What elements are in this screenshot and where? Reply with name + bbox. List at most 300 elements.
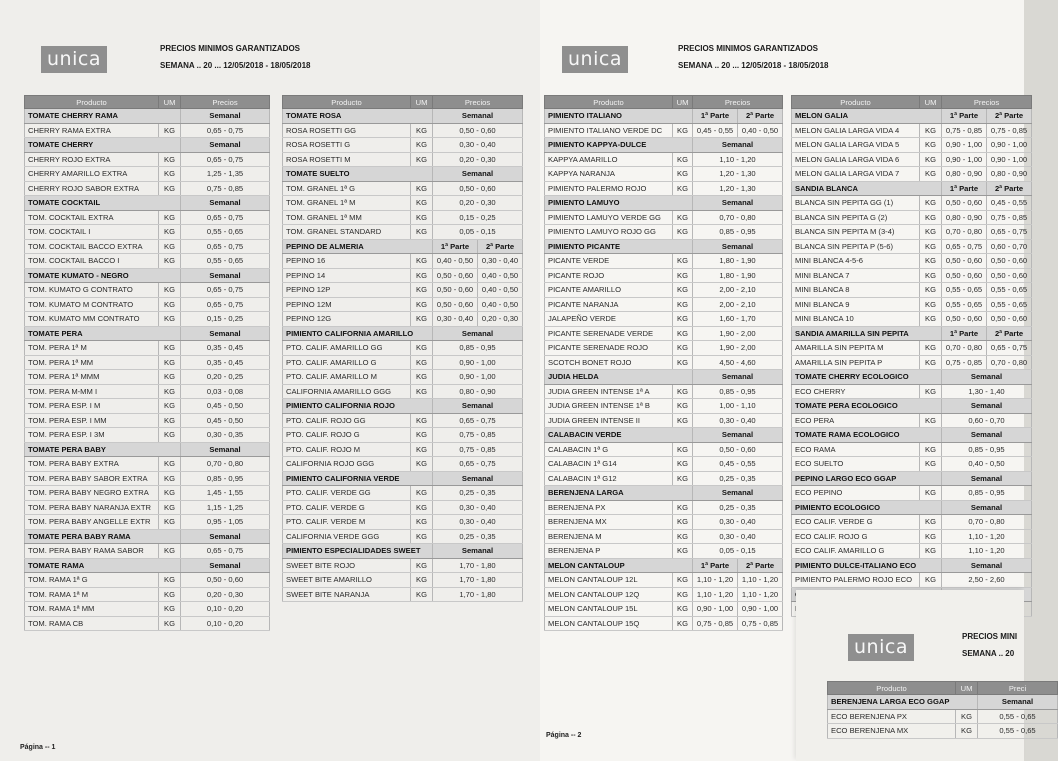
product-name: TOM. PERA BABY NARANJA EXTR bbox=[25, 500, 159, 515]
product-name: ECO CALIF. ROJO G bbox=[792, 529, 920, 544]
section-header-row bbox=[792, 428, 1032, 443]
unit: KG bbox=[159, 123, 181, 138]
price-range: 2,00 - 2,10 bbox=[693, 297, 783, 312]
frequency-label: Semanal bbox=[433, 544, 523, 559]
product-row bbox=[792, 573, 1032, 588]
product-row bbox=[25, 283, 270, 298]
product-name: TOM. KUMATO MM CONTRATO bbox=[25, 312, 159, 327]
unit: KG bbox=[673, 181, 693, 196]
price-first-part: 0,50 - 0,60 bbox=[433, 297, 478, 312]
unit: KG bbox=[920, 268, 942, 283]
section-name: TOMATE ROSA bbox=[283, 109, 433, 124]
unit: KG bbox=[673, 602, 693, 617]
unit: KG bbox=[159, 384, 181, 399]
unit: KG bbox=[920, 123, 942, 138]
product-name: JUDIA GREEN INTENSE II bbox=[545, 413, 673, 428]
first-part-label: 1ª Parte bbox=[942, 181, 987, 196]
product-name: ECO BERENJENA PX bbox=[828, 709, 956, 724]
section-name: PIMIENTO ESPECIALIDADES SWEET bbox=[283, 544, 433, 559]
unit: KG bbox=[411, 196, 433, 211]
price-range: 0,25 - 0,35 bbox=[693, 500, 783, 515]
section-header-row bbox=[283, 399, 523, 414]
product-name: PTO. CALIF. VERDE GG bbox=[283, 486, 411, 501]
product-row bbox=[545, 399, 783, 414]
product-name: TOM. RAMA 1ª G bbox=[25, 573, 159, 588]
section-name: MELON GALIA bbox=[792, 109, 942, 124]
product-name: CALIFORNIA ROJO GGG bbox=[283, 457, 411, 472]
price-second-part: 0,45 - 0,55 bbox=[987, 196, 1032, 211]
unit: KG bbox=[956, 724, 978, 739]
product-name: PTO. CALIF. AMARILLO M bbox=[283, 370, 411, 385]
price-range: 0,65 - 0,75 bbox=[181, 544, 270, 559]
price-range: 0,45 - 0,50 bbox=[181, 399, 270, 414]
product-name: ECO BERENJENA MX bbox=[828, 724, 956, 739]
product-row bbox=[25, 355, 270, 370]
price-first-part: 0,75 - 0,85 bbox=[942, 355, 987, 370]
section-header-row bbox=[792, 181, 1032, 196]
first-part-label: 1ª Parte bbox=[693, 109, 738, 124]
product-name: CHERRY RAMA EXTRA bbox=[25, 123, 159, 138]
price-range: 1,70 - 1,80 bbox=[433, 587, 523, 602]
unit: KG bbox=[673, 529, 693, 544]
product-row bbox=[283, 254, 523, 269]
page-number: Página -- 1 bbox=[20, 744, 56, 751]
unit: KG bbox=[673, 312, 693, 327]
unit: KG bbox=[920, 384, 942, 399]
unit: KG bbox=[159, 312, 181, 327]
unit: KG bbox=[673, 210, 693, 225]
unit: KG bbox=[411, 428, 433, 443]
price-range: 1,00 - 1,10 bbox=[693, 399, 783, 414]
product-row bbox=[25, 152, 270, 167]
product-name: TOM. RAMA CB bbox=[25, 616, 159, 631]
price-range: 0,65 - 0,75 bbox=[181, 210, 270, 225]
col-header-um: UM bbox=[673, 96, 693, 109]
section-name: MELON CANTALOUP bbox=[545, 558, 693, 573]
unit: KG bbox=[920, 486, 942, 501]
price-second-part: 0,60 - 0,70 bbox=[987, 239, 1032, 254]
unit: KG bbox=[920, 457, 942, 472]
price-first-part: 0,50 - 0,60 bbox=[942, 268, 987, 283]
product-name: PTO. CALIF. ROJO G bbox=[283, 428, 411, 443]
unit: KG bbox=[673, 544, 693, 559]
product-name: TOM. COCKTAIL BACCO EXTRA bbox=[25, 239, 159, 254]
unit: KG bbox=[411, 515, 433, 530]
unit: KG bbox=[673, 384, 693, 399]
price-range: 0,30 - 0,40 bbox=[433, 138, 523, 153]
product-row bbox=[25, 312, 270, 327]
section-header-row bbox=[545, 196, 783, 211]
unit: KG bbox=[159, 225, 181, 240]
section-name: TOMATE SUELTO bbox=[283, 167, 433, 182]
price-range: 0,70 - 0,80 bbox=[693, 210, 783, 225]
product-row bbox=[545, 152, 783, 167]
unit: KG bbox=[159, 544, 181, 559]
second-part-label: 2ª Parte bbox=[987, 326, 1032, 341]
section-header-row bbox=[283, 239, 523, 254]
unit: KG bbox=[159, 602, 181, 617]
unit: KG bbox=[920, 167, 942, 182]
product-name: PIMIENTO PALERMO ROJO bbox=[545, 181, 673, 196]
section-header-row bbox=[792, 109, 1032, 124]
unit: KG bbox=[673, 152, 693, 167]
product-name: BERENJENA P bbox=[545, 544, 673, 559]
section-name: PIMIENTO CALIFORNIA VERDE bbox=[283, 471, 433, 486]
price-second-part: 1,10 - 1,20 bbox=[738, 573, 783, 588]
frequency-label: Semanal bbox=[693, 486, 783, 501]
product-name: TOM. PERA 1ª MM bbox=[25, 355, 159, 370]
price-range: 1,30 - 1,40 bbox=[942, 384, 1032, 399]
product-name: TOM. KUMATO M CONTRATO bbox=[25, 297, 159, 312]
price-range: 0,30 - 0,40 bbox=[433, 515, 523, 530]
unit: KG bbox=[956, 709, 978, 724]
product-name: MELON GALIA LARGA VIDA 7 bbox=[792, 167, 920, 182]
price-range: 0,55 - 0,65 bbox=[181, 225, 270, 240]
product-row bbox=[25, 123, 270, 138]
product-name: AMARILLA SIN PEPITA M bbox=[792, 341, 920, 356]
product-name: PICANTE AMARILLO bbox=[545, 283, 673, 298]
frequency-label: Semanal bbox=[181, 196, 270, 211]
product-name: SCOTCH BONET ROJO bbox=[545, 355, 673, 370]
product-row bbox=[283, 442, 523, 457]
unit: KG bbox=[673, 355, 693, 370]
price-first-part: 0,70 - 0,80 bbox=[942, 225, 987, 240]
price-first-part: 0,50 - 0,60 bbox=[433, 268, 478, 283]
unit: KG bbox=[159, 341, 181, 356]
product-name: TOM. COCKTAIL EXTRA bbox=[25, 210, 159, 225]
frequency-label: Semanal bbox=[181, 326, 270, 341]
product-row bbox=[25, 457, 270, 472]
price-range: 0,20 - 0,30 bbox=[181, 587, 270, 602]
product-name: MINI BLANCA 4-5-6 bbox=[792, 254, 920, 269]
price-second-part: 0,90 - 1,00 bbox=[738, 602, 783, 617]
price-table bbox=[24, 95, 270, 631]
section-name: BERENJENA LARGA bbox=[545, 486, 693, 501]
price-range: 0,85 - 0,95 bbox=[433, 341, 523, 356]
product-row bbox=[545, 254, 783, 269]
col-header-um: UM bbox=[159, 96, 181, 109]
first-part-label: 1ª Parte bbox=[942, 109, 987, 124]
product-row bbox=[545, 573, 783, 588]
price-range: 0,70 - 0,80 bbox=[942, 515, 1032, 530]
unit: KG bbox=[920, 312, 942, 327]
unit: KG bbox=[673, 254, 693, 269]
product-row bbox=[283, 297, 523, 312]
col-header-precios: Precios bbox=[433, 96, 523, 109]
frequency-label: Semanal bbox=[978, 695, 1058, 710]
product-row bbox=[25, 384, 270, 399]
frequency-label: Semanal bbox=[181, 558, 270, 573]
price-first-part: 0,80 - 0,90 bbox=[942, 210, 987, 225]
product-name: TOM. PERA BABY EXTRA bbox=[25, 457, 159, 472]
first-part-label: 1ª Parte bbox=[693, 558, 738, 573]
frequency-label: Semanal bbox=[942, 558, 1032, 573]
price-second-part: 0,65 - 0,75 bbox=[987, 341, 1032, 356]
product-name: PTO. CALIF. AMARILLO GG bbox=[283, 341, 411, 356]
price-range: 0,75 - 0,85 bbox=[181, 181, 270, 196]
product-name: PICANTE SERENADE ROJO bbox=[545, 341, 673, 356]
section-name: PIMIENTO KAPPYA-DULCE bbox=[545, 138, 693, 153]
section-name: CALABACIN VERDE bbox=[545, 428, 693, 443]
unit: KG bbox=[159, 152, 181, 167]
product-row bbox=[545, 312, 783, 327]
price-range: 0,90 - 1,00 bbox=[433, 370, 523, 385]
price-range: 0,50 - 0,60 bbox=[181, 573, 270, 588]
section-name: TOMATE PERA BABY RAMA bbox=[25, 529, 181, 544]
price-range: 1,25 - 1,35 bbox=[181, 167, 270, 182]
product-row bbox=[25, 225, 270, 240]
price-first-part: 0,45 - 0,55 bbox=[693, 123, 738, 138]
unit: KG bbox=[411, 152, 433, 167]
col-header-precios: Precios bbox=[693, 96, 783, 109]
unit: KG bbox=[411, 210, 433, 225]
unit: KG bbox=[673, 457, 693, 472]
frequency-label: Semanal bbox=[433, 326, 523, 341]
price-range: 0,50 - 0,60 bbox=[433, 181, 523, 196]
product-row bbox=[283, 312, 523, 327]
section-name: PEPINO DE ALMERIA bbox=[283, 239, 433, 254]
price-range: 0,30 - 0,40 bbox=[693, 529, 783, 544]
price-first-part: 0,90 - 1,00 bbox=[942, 138, 987, 153]
product-name: AMARILLA SIN PEPITA P bbox=[792, 355, 920, 370]
price-second-part: 0,40 - 0,50 bbox=[478, 268, 523, 283]
product-row bbox=[283, 181, 523, 196]
product-row bbox=[792, 210, 1032, 225]
product-row bbox=[545, 297, 783, 312]
frequency-label: Semanal bbox=[942, 471, 1032, 486]
product-row bbox=[25, 515, 270, 530]
unit: KG bbox=[411, 486, 433, 501]
col-header-precios: Precios bbox=[181, 96, 270, 109]
product-row bbox=[545, 225, 783, 240]
price-range: 0,35 - 0,45 bbox=[181, 355, 270, 370]
unit: KG bbox=[411, 457, 433, 472]
section-name: TOMATE RAMA bbox=[25, 558, 181, 573]
section-name: TOMATE RAMA ECOLOGICO bbox=[792, 428, 942, 443]
price-range: 0,80 - 0,90 bbox=[433, 384, 523, 399]
product-name: PEPINO 14 bbox=[283, 268, 411, 283]
product-row bbox=[25, 370, 270, 385]
unit: KG bbox=[159, 457, 181, 472]
product-row bbox=[792, 225, 1032, 240]
product-name: PEPINO 12M bbox=[283, 297, 411, 312]
price-range: 2,00 - 2,10 bbox=[693, 283, 783, 298]
product-row bbox=[25, 573, 270, 588]
price-range: 0,85 - 0,95 bbox=[693, 225, 783, 240]
section-header-row bbox=[283, 109, 523, 124]
product-row bbox=[792, 152, 1032, 167]
product-row bbox=[25, 399, 270, 414]
frequency-label: Semanal bbox=[942, 370, 1032, 385]
unit: KG bbox=[159, 428, 181, 443]
price-range: 0,10 - 0,20 bbox=[181, 602, 270, 617]
section-header-row bbox=[25, 138, 270, 153]
frequency-label: Semanal bbox=[942, 399, 1032, 414]
section-name: TOMATE CHERRY RAMA bbox=[25, 109, 181, 124]
unit: KG bbox=[159, 239, 181, 254]
section-header-row bbox=[545, 239, 783, 254]
product-row bbox=[545, 326, 783, 341]
section-name: TOMATE PERA bbox=[25, 326, 181, 341]
price-range: 0,20 - 0,30 bbox=[433, 152, 523, 167]
section-header-row bbox=[283, 326, 523, 341]
product-name: PICANTE ROJO bbox=[545, 268, 673, 283]
price-range: 0,25 - 0,35 bbox=[693, 471, 783, 486]
price-second-part: 0,40 - 0,50 bbox=[478, 283, 523, 298]
section-header-row bbox=[545, 558, 783, 573]
unit: KG bbox=[673, 297, 693, 312]
product-name: BLANCA SIN PEPITA P (5-6) bbox=[792, 239, 920, 254]
product-row bbox=[545, 413, 783, 428]
product-name: TOM. PERA BABY RAMA SABOR bbox=[25, 544, 159, 559]
section-header-row bbox=[545, 138, 783, 153]
product-name: PTO. CALIF. ROJO M bbox=[283, 442, 411, 457]
product-name: TOM. PERA M-MM I bbox=[25, 384, 159, 399]
price-second-part: 0,65 - 0,75 bbox=[987, 225, 1032, 240]
product-name: TOM. RAMA 1ª M bbox=[25, 587, 159, 602]
col-header-um: UM bbox=[920, 96, 942, 109]
frequency-label: Semanal bbox=[433, 167, 523, 182]
product-row bbox=[283, 558, 523, 573]
product-row bbox=[283, 587, 523, 602]
unica-logo: unica bbox=[562, 46, 628, 73]
product-name: MINI BLANCA 9 bbox=[792, 297, 920, 312]
price-second-part: 0,55 - 0,65 bbox=[987, 297, 1032, 312]
product-name: MELON CANTALOUP 15L bbox=[545, 602, 673, 617]
unit: KG bbox=[159, 283, 181, 298]
unit: KG bbox=[411, 355, 433, 370]
product-row bbox=[792, 384, 1032, 399]
price-range: 0,35 - 0,45 bbox=[181, 341, 270, 356]
col-header-producto: Producto bbox=[545, 96, 673, 109]
price-second-part: 1,10 - 1,20 bbox=[738, 587, 783, 602]
price-range: 1,15 - 1,25 bbox=[181, 500, 270, 515]
product-name: ECO PERA bbox=[792, 413, 920, 428]
price-range: 1,10 - 1,20 bbox=[942, 544, 1032, 559]
product-name: TOM. COCKTAIL I bbox=[25, 225, 159, 240]
price-range: 0,70 - 0,80 bbox=[181, 457, 270, 472]
price-range: 0,65 - 0,75 bbox=[433, 457, 523, 472]
product-name: TOM. GRANEL 1ª G bbox=[283, 181, 411, 196]
product-name: PIMIENTO PALERMO ROJO ECO bbox=[792, 573, 920, 588]
section-name: PIMIENTO CALIFORNIA AMARILLO bbox=[283, 326, 433, 341]
unit: KG bbox=[673, 515, 693, 530]
product-name: CHERRY AMARILLO EXTRA bbox=[25, 167, 159, 182]
price-range: 0,20 - 0,30 bbox=[433, 196, 523, 211]
unit: KG bbox=[411, 529, 433, 544]
section-name: PIMIENTO ITALIANO bbox=[545, 109, 693, 124]
section-header-row bbox=[792, 399, 1032, 414]
product-name: TOM. PERA 1ª MMM bbox=[25, 370, 159, 385]
product-row bbox=[283, 138, 523, 153]
product-row bbox=[25, 471, 270, 486]
unit: KG bbox=[673, 167, 693, 182]
unit: KG bbox=[411, 370, 433, 385]
product-row bbox=[792, 239, 1032, 254]
frequency-label: Semanal bbox=[433, 109, 523, 124]
product-row bbox=[545, 384, 783, 399]
price-range: 0,65 - 0,75 bbox=[181, 297, 270, 312]
product-name: BERENJENA M bbox=[545, 529, 673, 544]
unit: KG bbox=[159, 486, 181, 501]
product-row bbox=[283, 152, 523, 167]
price-range: 0,45 - 0,50 bbox=[181, 413, 270, 428]
product-name: MELON CANTALOUP 12Q bbox=[545, 587, 673, 602]
product-name: TOM. PERA BABY SABOR EXTRA bbox=[25, 471, 159, 486]
unit: KG bbox=[411, 442, 433, 457]
unit: KG bbox=[673, 268, 693, 283]
price-range: 0,60 - 0,70 bbox=[942, 413, 1032, 428]
product-row bbox=[545, 167, 783, 182]
product-name: BERENJENA MX bbox=[545, 515, 673, 530]
unit: KG bbox=[159, 573, 181, 588]
product-name: TOM. COCKTAIL BACCO I bbox=[25, 254, 159, 269]
price-second-part: 0,50 - 0,60 bbox=[987, 312, 1032, 327]
unica-logo: unica bbox=[848, 634, 914, 661]
section-name: TOMATE PERA ECOLOGICO bbox=[792, 399, 942, 414]
product-row bbox=[25, 297, 270, 312]
price-range: 0,05 - 0,15 bbox=[693, 544, 783, 559]
unit: KG bbox=[159, 297, 181, 312]
product-name: PICANTE VERDE bbox=[545, 254, 673, 269]
product-name: JUDIA GREEN INTENSE 1ª B bbox=[545, 399, 673, 414]
col-header-producto: Producto bbox=[25, 96, 159, 109]
price-first-part: 0,80 - 0,90 bbox=[942, 167, 987, 182]
price-second-part: 0,40 - 0,50 bbox=[478, 297, 523, 312]
section-header-row bbox=[828, 695, 1058, 710]
section-header-row bbox=[545, 428, 783, 443]
product-row bbox=[25, 181, 270, 196]
product-row bbox=[283, 529, 523, 544]
price-range: 0,30 - 0,40 bbox=[693, 413, 783, 428]
price-range: 0,45 - 0,55 bbox=[693, 457, 783, 472]
product-name: KAPPYA NARANJA bbox=[545, 167, 673, 182]
second-part-label: 2ª Parte bbox=[987, 181, 1032, 196]
second-part-label: 2ª Parte bbox=[738, 109, 783, 124]
price-second-part: 0,55 - 0,65 bbox=[987, 283, 1032, 298]
price-range: 0,55 - 0,65 bbox=[181, 254, 270, 269]
product-row bbox=[25, 167, 270, 182]
product-name: TOM. PERA ESP. I 3M bbox=[25, 428, 159, 443]
product-row bbox=[545, 587, 783, 602]
first-part-label: 1ª Parte bbox=[942, 326, 987, 341]
product-row bbox=[828, 709, 1058, 724]
price-range: 0,50 - 0,60 bbox=[693, 442, 783, 457]
section-header-row bbox=[283, 471, 523, 486]
product-name: MELON CANTALOUP 15Q bbox=[545, 616, 673, 631]
unit: KG bbox=[920, 515, 942, 530]
product-name: BLANCA SIN PEPITA GG (1) bbox=[792, 196, 920, 211]
week-range: SEMANA .. 20 bbox=[962, 649, 1015, 658]
unit: KG bbox=[159, 254, 181, 269]
price-range: 1,90 - 2,00 bbox=[693, 326, 783, 341]
product-row bbox=[545, 500, 783, 515]
product-name: BERENJENA PX bbox=[545, 500, 673, 515]
price-range: 0,75 - 0,85 bbox=[433, 442, 523, 457]
product-row bbox=[792, 341, 1032, 356]
unit: KG bbox=[673, 341, 693, 356]
product-name: SWEET BITE AMARILLO bbox=[283, 573, 411, 588]
product-row bbox=[545, 210, 783, 225]
unit: KG bbox=[159, 587, 181, 602]
price-second-part: 0,40 - 0,50 bbox=[738, 123, 783, 138]
unit: KG bbox=[920, 529, 942, 544]
section-name: JUDIA HELDA bbox=[545, 370, 693, 385]
price-first-part: 0,55 - 0,65 bbox=[942, 297, 987, 312]
product-name: MINI BLANCA 10 bbox=[792, 312, 920, 327]
product-name: TOM. GRANEL 1ª M bbox=[283, 196, 411, 211]
price-table bbox=[827, 681, 1058, 739]
